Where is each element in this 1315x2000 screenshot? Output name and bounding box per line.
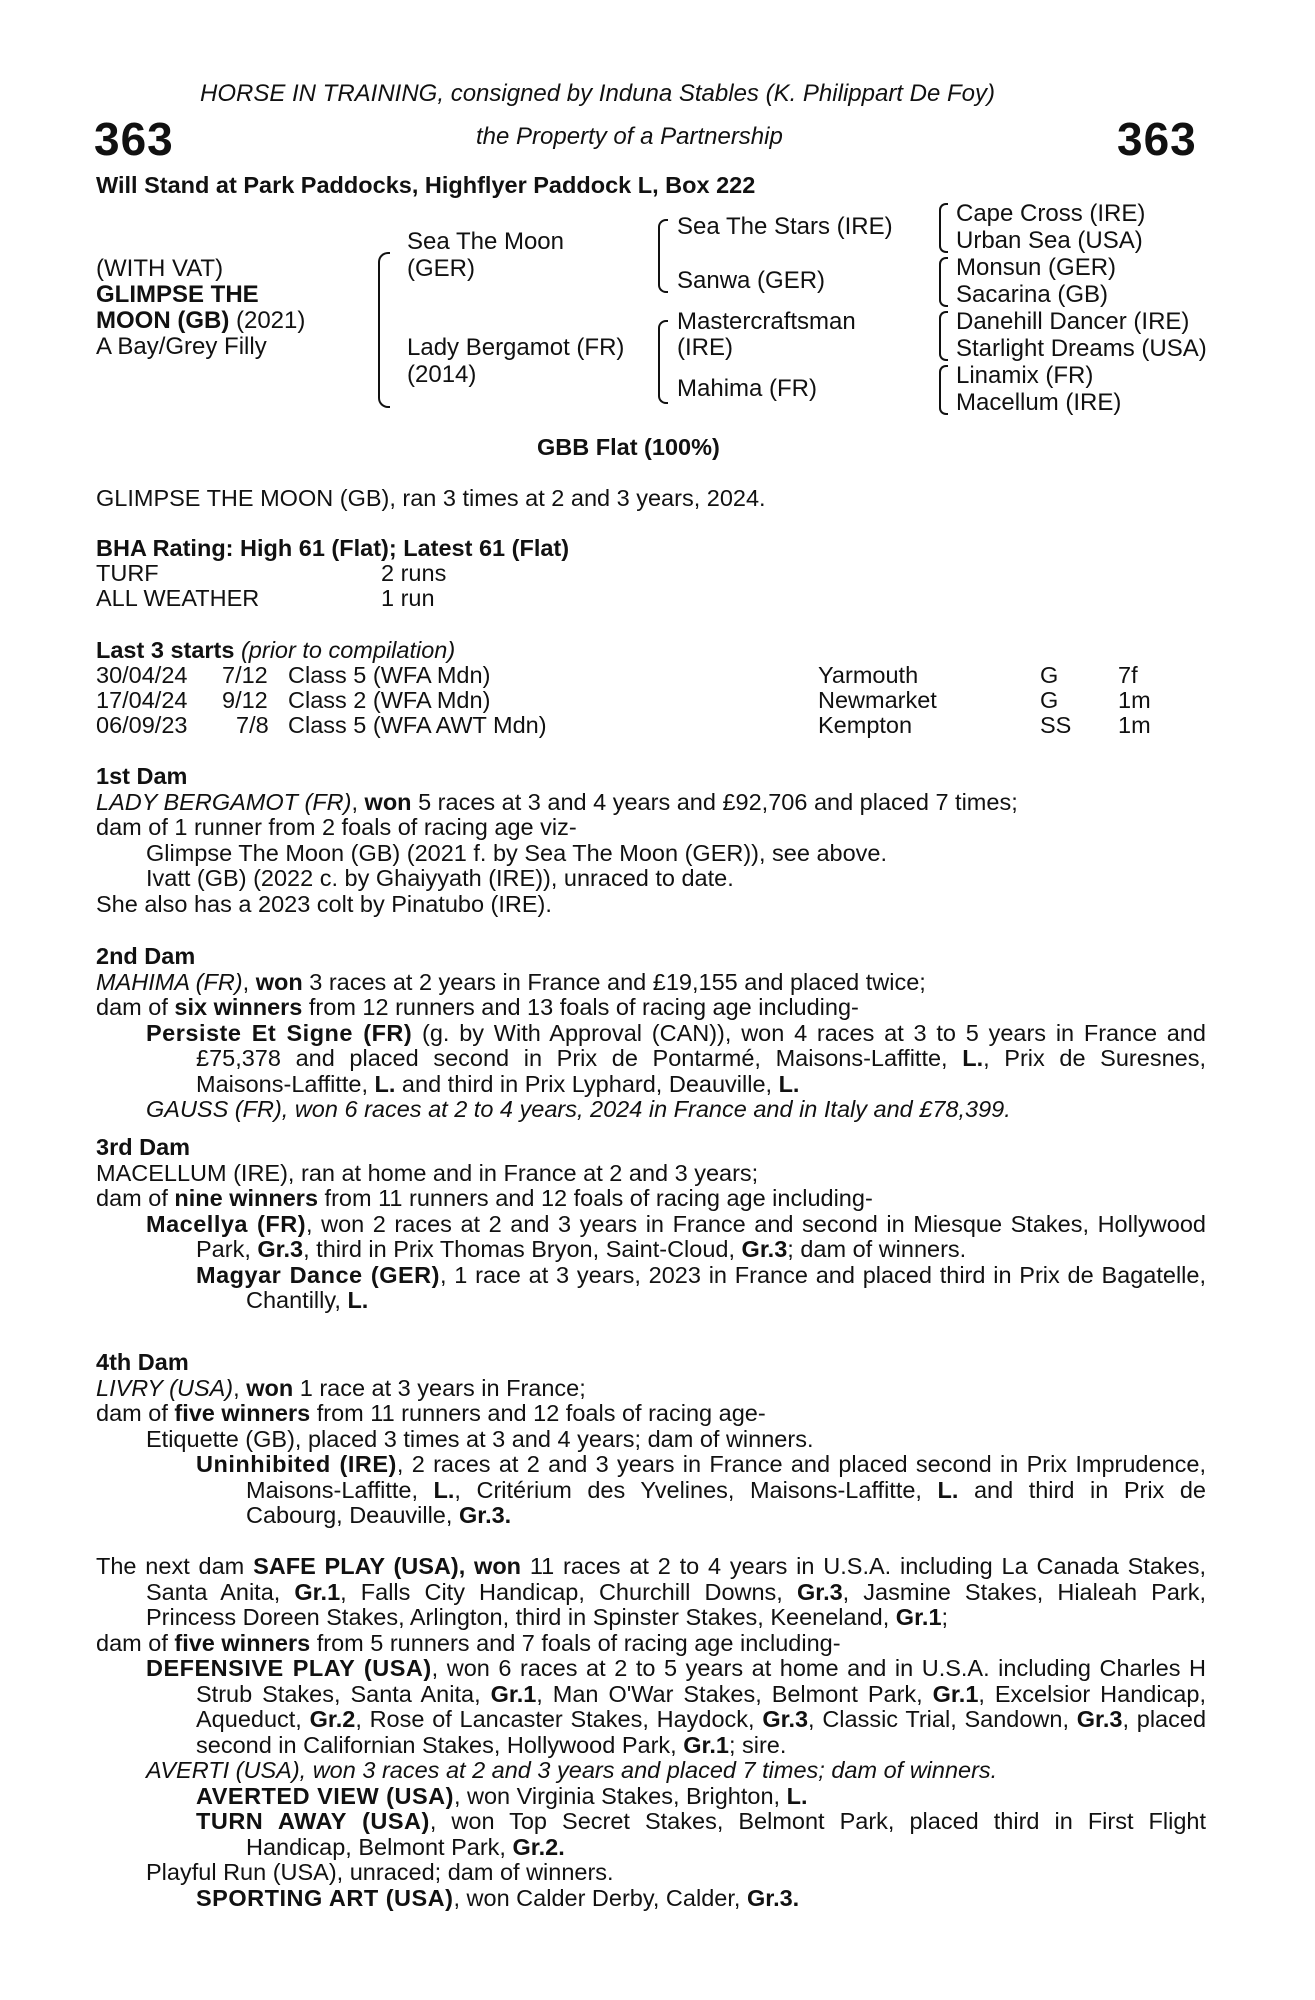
- grandsire-4: Linamix (FR): [956, 362, 1094, 389]
- start-pos: 7/8: [236, 712, 269, 738]
- produce-text: ; sire.: [728, 1731, 787, 1758]
- group-badge: Gr.3: [762, 1706, 809, 1732]
- produce-line: [96, 1263, 1206, 1314]
- rating-surface-aw: ALL WEATHER: [96, 585, 260, 611]
- dam-dam: Mahima (FR): [677, 375, 818, 402]
- produce-line: GAUSS (FR), won 6 races at 2 to 4 years, 2024 in France and in Italy and £78,399.: [146, 1096, 1011, 1122]
- produce-name: DEFENSIVE PLAY (USA): [146, 1655, 432, 1681]
- produce-name: Magyar Dance (GER): [196, 1261, 440, 1288]
- winners-count: six winners: [174, 994, 303, 1020]
- produce-text: , Prix de Suresnes, Maisons-Laffitte,: [196, 1045, 1206, 1097]
- granddam-4: Macellum (IRE): [956, 389, 1122, 416]
- dam-record-text: 1 race at 3 years in France;: [293, 1374, 586, 1401]
- winners-count: five winners: [174, 1629, 311, 1656]
- produce-line: [96, 1886, 1206, 1912]
- produce-text: , 2 races at 2 and 3 years in France and placed second in Prix Imprudence, Maisons-Laffitte,: [246, 1451, 1206, 1503]
- produce-text: , won Calder Derby, Calder,: [453, 1884, 747, 1911]
- listed-badge: L.: [347, 1287, 369, 1313]
- produce-line: Etiquette (GB), placed 3 times at 3 and 4 years; dam of winners.: [146, 1425, 814, 1452]
- dam-line2: (2014): [407, 361, 477, 388]
- granddam-3: Starlight Dreams (USA): [956, 335, 1207, 362]
- won-label: won: [364, 788, 412, 815]
- start-race: Class 2 (WFA Mdn): [288, 687, 491, 713]
- dam-name: MAHIMA (FR): [96, 968, 243, 995]
- pedigree-brace-1: [378, 252, 390, 408]
- won-label: won: [255, 968, 303, 995]
- section-title: 4th Dam: [96, 1349, 189, 1375]
- won-label: won: [246, 1374, 294, 1401]
- listed-badge: L.: [433, 1476, 455, 1503]
- rating-runs-turf: 2 runs: [381, 560, 447, 586]
- start-date: 30/04/24: [96, 662, 188, 688]
- produce-text: , won 2 races at 2 and 3 years in France and second in Miesque Stakes, Hollywood Park,: [196, 1210, 1206, 1262]
- horse-name-line2: [96, 308, 305, 334]
- group-badge: Gr.2: [309, 1706, 356, 1732]
- dam-of-post: from 11 runners and 12 foals of racing age-: [310, 1400, 766, 1426]
- bha-rating: BHA Rating: High 61 (Flat); Latest 61 (Flat): [96, 535, 570, 561]
- dam-record: MAHIMA (FR), won 3 races at 2 years in France and £19,155 and placed twice;: [96, 968, 926, 995]
- group-badge: Gr.3.: [746, 1884, 800, 1911]
- produce-text: , third in Prix Thomas Bryon, Saint-Cloud,: [303, 1236, 742, 1262]
- produce-text: , Excelsior Handicap, Aqueduct,: [196, 1680, 1206, 1732]
- grandsire-1: Cape Cross (IRE): [956, 200, 1146, 227]
- produce-text: , won Virginia Stakes, Brighton,: [453, 1782, 787, 1809]
- produce-text: , won 6 races at 2 to 5 years at home and in U.S.A. including Charles H Strub Stakes, Santa Anita,: [196, 1655, 1206, 1707]
- dam-of-post: from 12 runners and 13 foals of racing age including-: [302, 994, 859, 1020]
- start-going: G: [1040, 687, 1059, 713]
- granddam-1: Urban Sea (USA): [956, 227, 1143, 254]
- last-starts-title: Last 3 starts: [96, 637, 235, 663]
- produce-text: and third in Prix de Cabourg, Deauville,: [246, 1476, 1206, 1528]
- produce-name: Persiste Et Signe (FR): [146, 1019, 413, 1046]
- pedigree-brace-3b: [939, 257, 948, 307]
- produce-text: (g. by With Approval (CAN)), won 4 races at 3 to 5 years in France and £75,378 and placed second in Prix de Pontarmé, Maisons-Laffitte,: [196, 1019, 1206, 1071]
- listed-badge: L.: [374, 1070, 396, 1097]
- group-badge: Gr.1: [895, 1604, 942, 1630]
- section-title: 1st Dam: [96, 763, 188, 789]
- grandsire-3: Danehill Dancer (IRE): [956, 308, 1190, 335]
- dam-of-line: [96, 1631, 1206, 1657]
- start-distance: 1m: [1118, 687, 1151, 713]
- consignor-line: HORSE IN TRAINING, consigned by Induna Stables (K. Philippart De Foy): [200, 80, 995, 107]
- pedigree-brace-2b: [658, 320, 668, 404]
- dam-name: LIVRY (USA): [96, 1374, 234, 1401]
- group-badge: Gr.1: [683, 1731, 729, 1758]
- dam-record: LIVRY (USA), won 1 race at 3 years in France;: [96, 1374, 586, 1401]
- granddam-2: Sacarina (GB): [956, 281, 1109, 308]
- horse-name-line1: GLIMPSE THE: [96, 281, 259, 308]
- dam-of-post: from 11 runners and 12 foals of racing age including-: [318, 1185, 873, 1211]
- produce-text: , Man O'War Stakes, Belmont Park,: [536, 1680, 933, 1707]
- group-badge: Gr.3: [1076, 1706, 1123, 1732]
- last-starts-note: (prior to compilation): [240, 637, 456, 663]
- group-badge: Gr.1: [932, 1680, 979, 1707]
- next-dam-text: ;: [941, 1604, 949, 1630]
- vat-note: (WITH VAT): [96, 255, 224, 282]
- produce-text: , Critérium des Yvelines, Maisons-Laffitte,: [454, 1476, 938, 1503]
- pedigree-brace-3a: [939, 203, 948, 253]
- dam-of-pre: dam of: [96, 1400, 175, 1426]
- produce-text: , Rose of Lancaster Stakes, Haydock,: [355, 1706, 763, 1732]
- produce-line: [96, 1656, 1206, 1758]
- dam-record: MACELLUM (IRE), ran at home and in France at 2 and 3 years;: [96, 1159, 759, 1186]
- produce-text: , won Top Secret Stakes, Belmont Park, placed third in First Flight Handicap, Belmont Park,: [246, 1808, 1207, 1860]
- sire-line2: (GER): [407, 255, 475, 282]
- start-distance: 1m: [1118, 712, 1151, 738]
- produce-line: [96, 1212, 1206, 1263]
- start-distance: 7f: [1118, 662, 1138, 688]
- horse-description: A Bay/Grey Filly: [96, 333, 267, 360]
- produce-name: TURN AWAY (USA): [196, 1808, 430, 1834]
- produce-text: , placed second in Californian Stakes, Hollywood Park,: [196, 1706, 1207, 1758]
- pedigree-brace-3c: [939, 311, 948, 361]
- dam-of-pre: dam of: [96, 1185, 175, 1211]
- dam-name: LADY BERGAMOT (FR): [96, 788, 352, 815]
- pedigree-brace-3d: [939, 365, 948, 415]
- dam-of-line: [96, 1401, 1206, 1427]
- second-dam-section: [96, 944, 1206, 1123]
- rating-runs-aw: 1 run: [381, 585, 435, 611]
- produce-line: AVERTI (USA), won 3 races at 2 and 3 years and placed 7 times; dam of winners.: [146, 1757, 998, 1783]
- group-badge: Gr.3.: [458, 1502, 512, 1528]
- last-starts-heading: [96, 637, 455, 664]
- dam-of-post: from 5 runners and 7 foals of racing age including-: [310, 1629, 841, 1656]
- produce-line: [96, 1784, 1206, 1810]
- start-course: Yarmouth: [818, 662, 919, 688]
- dam-of-pre: dam of: [96, 1629, 175, 1656]
- dam-record-text: 3 races at 2 years in France and £19,155 and placed twice;: [302, 968, 926, 995]
- start-date: 17/04/24: [96, 687, 188, 713]
- produce-text: , 1 race at 3 years, 2023 in France and placed third in Prix de Bagatelle, Chantilly,: [246, 1261, 1207, 1313]
- produce-line: [96, 1021, 1206, 1098]
- start-going: SS: [1040, 712, 1072, 738]
- start-date: 06/09/23: [96, 712, 188, 738]
- dam-sire-line1: Mastercraftsman: [677, 308, 856, 335]
- produce-line: Ivatt (GB) (2022 c. by Ghaiyyath (IRE)), unraced to date.: [146, 865, 734, 891]
- also-line: She also has a 2023 colt by Pinatubo (IRE).: [96, 890, 552, 917]
- race-summary: GLIMPSE THE MOON (GB), ran 3 times at 2 and 3 years, 2024.: [96, 485, 766, 511]
- next-dam-text: 11 races at 2 to 4 years in U.S.A. including La Canada Stakes, Santa Anita,: [146, 1553, 1207, 1605]
- dam-of-line: [96, 995, 1206, 1021]
- group-badge: Gr.2.: [512, 1833, 565, 1860]
- produce-name: Macellya (FR): [146, 1210, 307, 1237]
- start-going: G: [1040, 662, 1059, 688]
- next-dam-section: [96, 1554, 1206, 1911]
- winners-count: nine winners: [174, 1185, 319, 1211]
- listed-badge: L.: [786, 1782, 808, 1809]
- group-badge: Gr.3: [257, 1236, 304, 1262]
- produce-text: , Classic Trial, Sandown,: [808, 1706, 1077, 1732]
- start-pos: 9/12: [222, 687, 268, 713]
- dam-record: LADY BERGAMOT (FR), won 5 races at 3 and 4 years and £92,706 and placed 7 times;: [96, 788, 1018, 815]
- next-dam-record: [96, 1554, 1206, 1631]
- produce-line: Glimpse The Moon (GB) (2021 f. by Sea The Moon (GER)), see above.: [146, 839, 888, 866]
- gbb-label: GBB Flat (100%): [537, 434, 720, 460]
- winners-count: five winners: [174, 1400, 311, 1426]
- produce-text: and third in Prix Lyphard, Deauville,: [395, 1070, 779, 1097]
- stand-line: Will Stand at Park Paddocks, Highflyer Paddock L, Box 222: [96, 172, 756, 198]
- produce-name: AVERTED VIEW (USA): [196, 1782, 454, 1809]
- dam-of-line: dam of 1 runner from 2 foals of racing age viz-: [96, 814, 577, 840]
- horse-name: MOON (GB): [96, 307, 230, 334]
- section-title: 2nd Dam: [96, 943, 196, 969]
- group-badge: Gr.3: [796, 1578, 843, 1605]
- sire-sire: Sea The Stars (IRE): [677, 213, 893, 240]
- dam-of-pre: dam of: [96, 994, 175, 1020]
- horse-year: (2021): [229, 307, 306, 334]
- group-badge: Gr.1: [490, 1680, 537, 1707]
- rating-surface-turf: TURF: [96, 560, 159, 586]
- start-race: Class 5 (WFA AWT Mdn): [288, 712, 547, 738]
- dam-sire-line2: (IRE): [677, 334, 733, 361]
- grandsire-2: Monsun (GER): [956, 254, 1117, 281]
- group-badge: Gr.1: [294, 1578, 341, 1605]
- section-title: 3rd Dam: [96, 1134, 191, 1160]
- start-pos: 7/12: [222, 662, 268, 688]
- next-dam-name: SAFE PLAY (USA), won: [253, 1553, 522, 1579]
- listed-badge: L.: [962, 1045, 984, 1071]
- dam-of-line: [96, 1186, 1206, 1212]
- start-course: Kempton: [818, 712, 913, 738]
- start-course: Newmarket: [818, 687, 937, 713]
- group-badge: Gr.3: [741, 1236, 788, 1262]
- first-dam-section: [96, 764, 1206, 917]
- lot-number-right: 363: [1117, 113, 1197, 165]
- dam-line1: Lady Bergamot (FR): [407, 334, 625, 361]
- produce-line: Playful Run (USA), unraced; dam of winners.: [146, 1859, 614, 1885]
- listed-badge: L.: [778, 1070, 800, 1097]
- pedigree-brace-2a: [658, 219, 668, 293]
- listed-badge: L.: [937, 1476, 959, 1503]
- dam-record-text: 5 races at 3 and 4 years and £92,706 and placed 7 times;: [411, 788, 1018, 815]
- property-line: the Property of a Partnership: [476, 123, 783, 150]
- produce-text: ; dam of winners.: [787, 1236, 967, 1262]
- produce-name: SPORTING ART (USA): [196, 1884, 454, 1911]
- fourth-dam-section: [96, 1350, 1206, 1529]
- next-dam-pre: The next dam: [96, 1553, 254, 1579]
- next-dam-text: , Falls City Handicap, Churchill Downs,: [340, 1578, 797, 1605]
- next-dam-text: , Jasmine Stakes, Hialeah Park, Princess Doreen Stakes, Arlington, third in Spinster Stakes, Keeneland,: [146, 1578, 1206, 1630]
- third-dam-section: [96, 1135, 1206, 1314]
- produce-line: [96, 1452, 1206, 1529]
- sire-dam: Sanwa (GER): [677, 267, 826, 294]
- start-race: Class 5 (WFA Mdn): [288, 662, 491, 688]
- produce-name: Uninhibited (IRE): [196, 1451, 397, 1477]
- lot-number-left: 363: [94, 113, 174, 165]
- sire-line1: Sea The Moon: [407, 228, 564, 255]
- produce-line: [96, 1809, 1206, 1860]
